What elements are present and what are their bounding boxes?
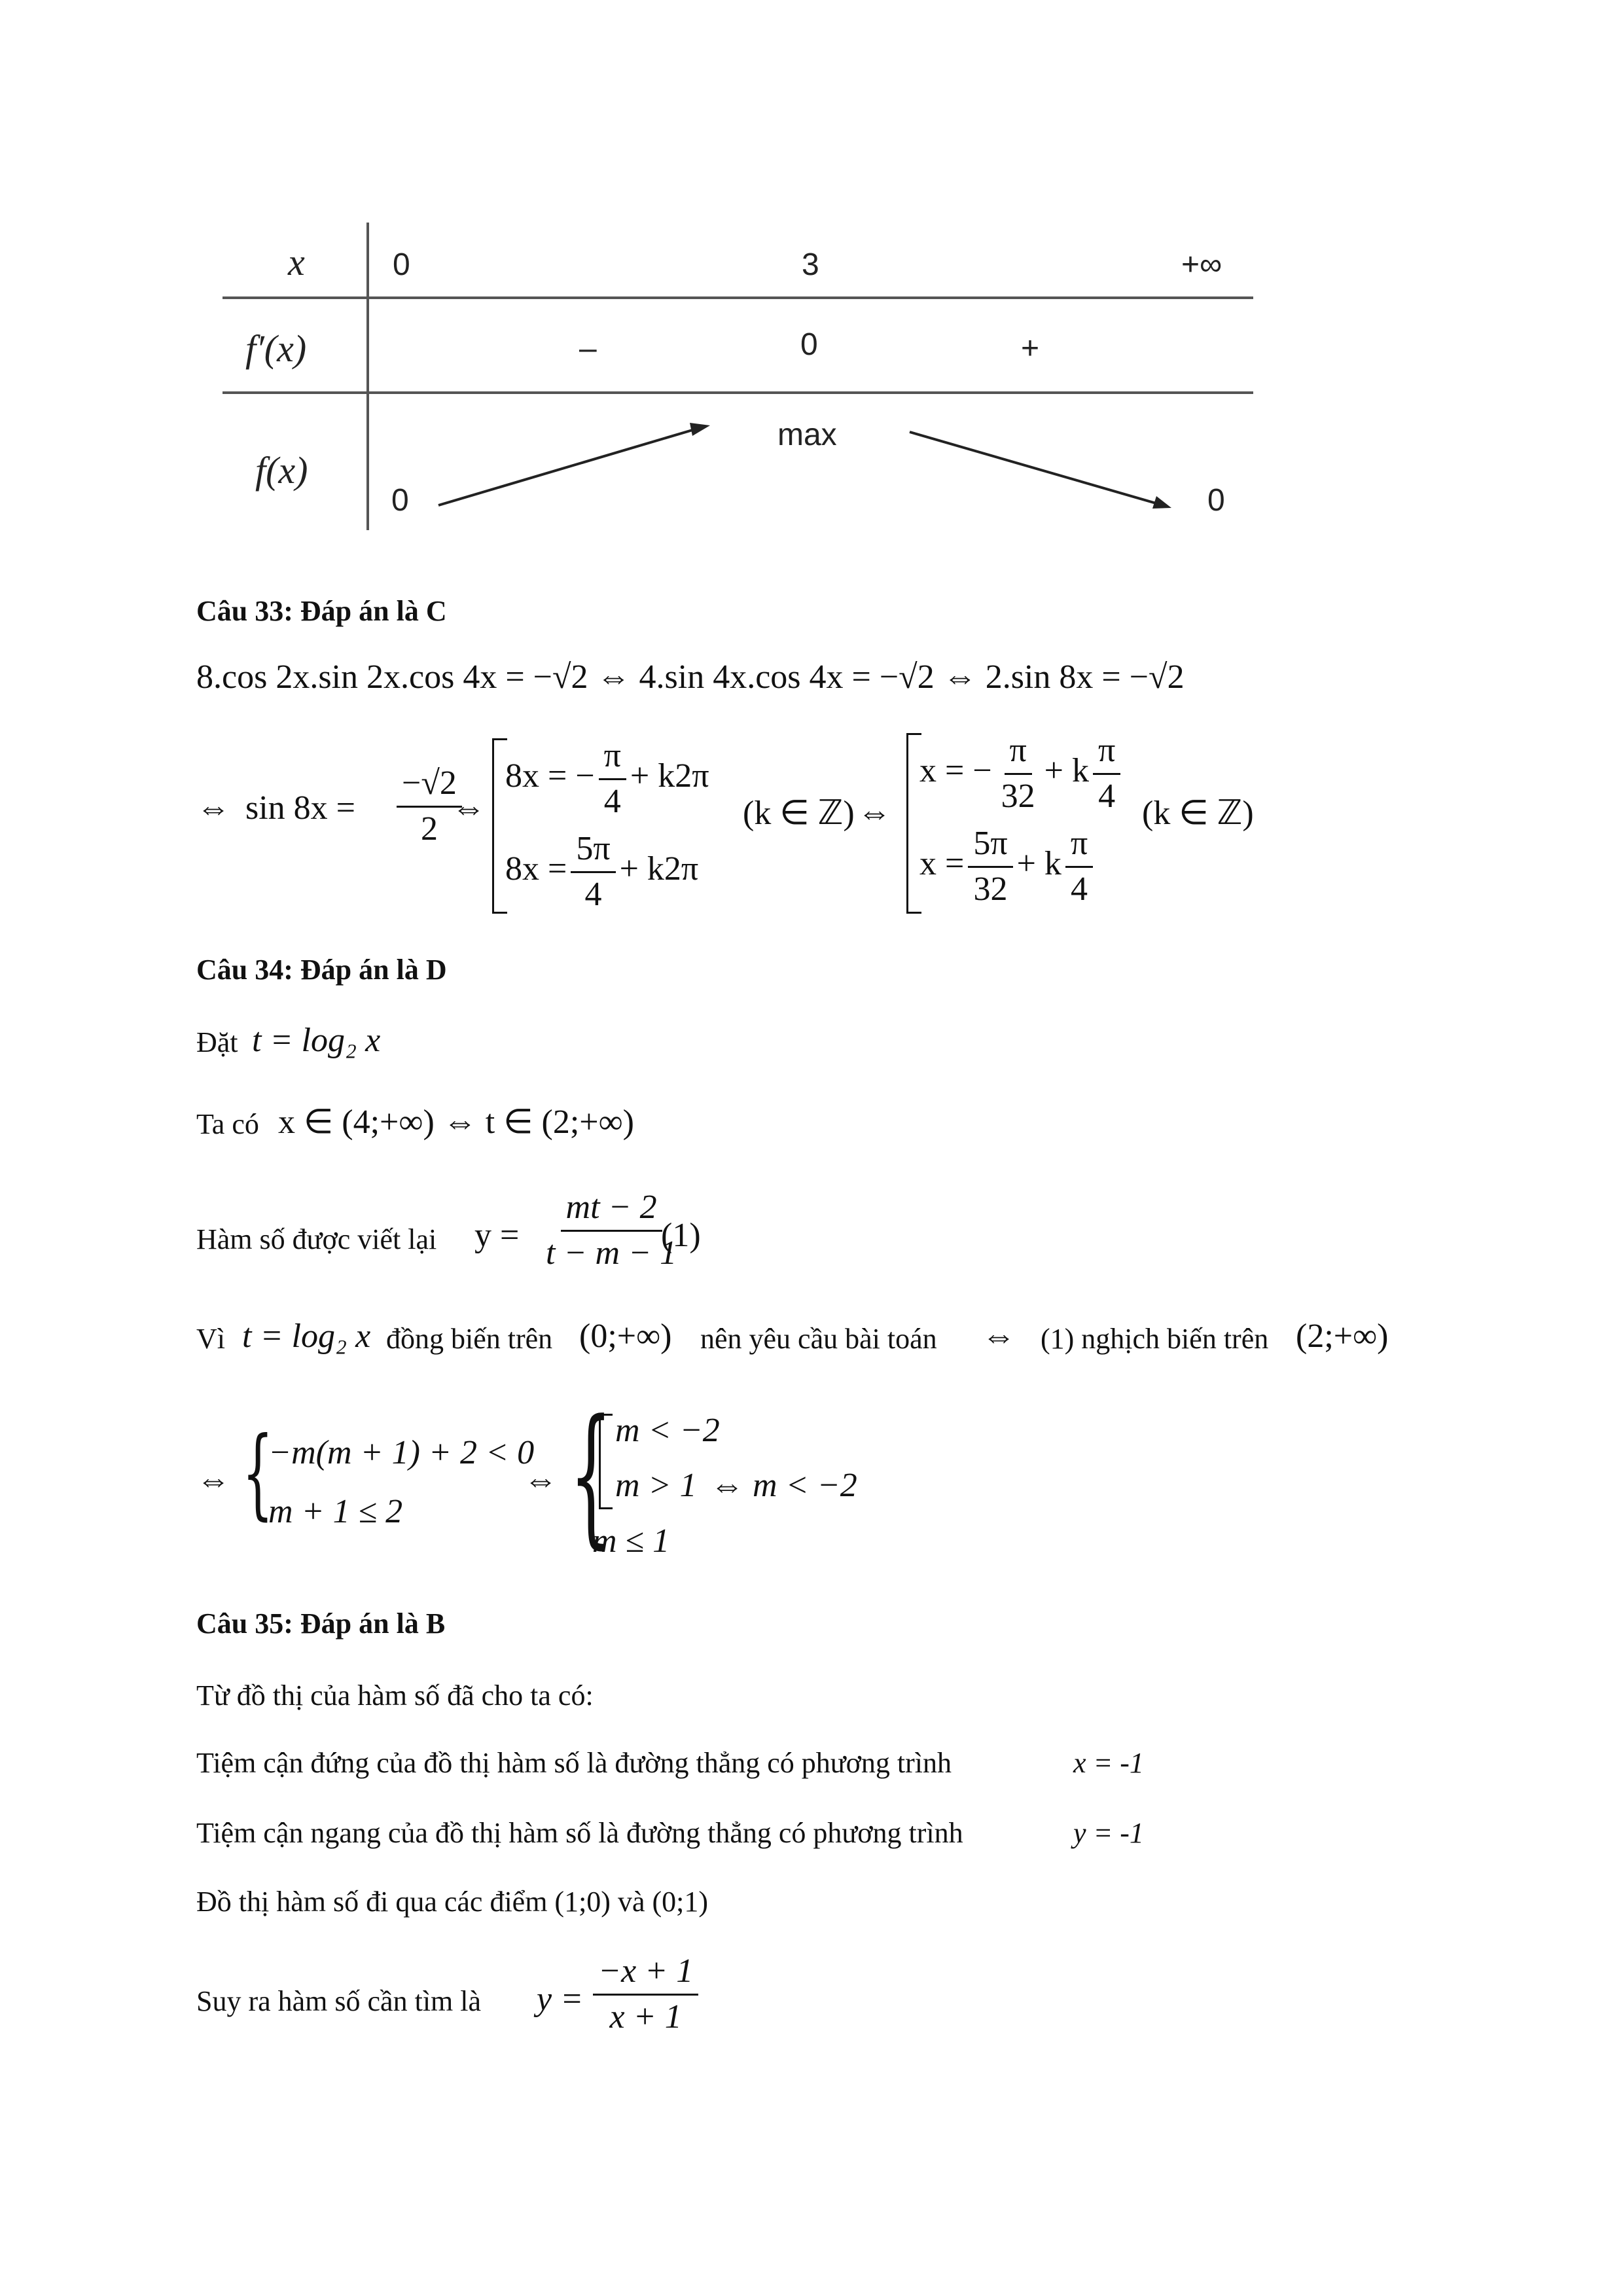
- q33-frac-num: −√2: [397, 766, 462, 808]
- f-right-value: 0: [1207, 483, 1225, 518]
- q33-d2a: x =: [919, 845, 965, 883]
- q34-dat-expr: t = log₂ x: [252, 1022, 381, 1059]
- q34-taco-expr: x ∈ (4;+∞) ⇔ t ∈ (2;+∞): [278, 1103, 634, 1141]
- q34-taco-label: Ta có: [196, 1108, 259, 1140]
- x-value-0: 0: [393, 247, 410, 282]
- q35-line-5: Suy ra hàm số cần tìm là: [196, 1985, 482, 2017]
- q33-d2-num: 5π: [968, 826, 1012, 868]
- f-max-value: max: [777, 418, 837, 452]
- q34-dongbien: đồng biến trên: [386, 1323, 553, 1355]
- q33-c1a: 8x = −: [505, 757, 595, 795]
- q33-c1-num: π: [599, 738, 626, 780]
- q34-interval-2: (2;+∞): [1296, 1318, 1389, 1355]
- q34-interval-1: (0;+∞): [579, 1318, 672, 1355]
- q35-line-3: Tiệm cận ngang của đồ thị hàm số là đường thẳng có phương trình: [196, 1817, 963, 1849]
- q33-c1b: + k2π: [630, 757, 709, 795]
- x-value-infinity: +∞: [1181, 247, 1222, 282]
- q35-heading: Câu 35: Đáp án là B: [196, 1607, 446, 1640]
- q34-s2a: m < −2: [615, 1412, 720, 1449]
- q35-fraction: [589, 1954, 702, 2035]
- x-row-label: x: [288, 241, 305, 283]
- f-left-value: 0: [391, 483, 409, 518]
- q33-kz-2: (k ∈ ℤ): [1142, 795, 1254, 832]
- q33-d1b: + k: [1044, 752, 1089, 790]
- q34-hs-den: t − m − 1: [546, 1234, 677, 1272]
- q34-vi-label: Vì: [196, 1323, 225, 1355]
- q34-s2b: m > 1: [615, 1467, 697, 1504]
- fprime-row-label: f′(x): [245, 327, 307, 370]
- f-row-label: f(x): [255, 449, 308, 492]
- q34-result: ⇔ m < −2: [710, 1467, 857, 1504]
- q33-frac-den: 2: [420, 810, 438, 848]
- q34-hs-num: mt − 2: [561, 1190, 662, 1232]
- q33-equiv-1: ⇔: [196, 789, 230, 827]
- q34-hamso-label: Hàm số được viết lại: [196, 1223, 437, 1255]
- q34-equiv-2: ⇔: [196, 1462, 230, 1499]
- q33-case-1: [505, 738, 709, 819]
- fprime-plus: +: [1021, 331, 1040, 366]
- q33-equation-line-1: 8.cos 2x.sin 2x.cos 4x = −√2 ⇔ 4.sin 4x.cos 4x = −√2 ⇔ 2.sin 8x = −√2: [196, 658, 1185, 696]
- q35-line-3-expr: y = -1: [1073, 1817, 1144, 1849]
- q34-sys-1: −m(m + 1) + 2 < 0: [268, 1434, 535, 1471]
- q33-c1-den: 4: [603, 782, 621, 820]
- q34-brace-1: {: [242, 1416, 274, 1530]
- q33-d2-den2: 4: [1071, 870, 1088, 908]
- q34-bracket: [599, 1414, 613, 1509]
- q33-d2-num2: π: [1065, 826, 1093, 868]
- q33-case-2: [505, 831, 698, 912]
- q35-den: x + 1: [609, 1998, 682, 2036]
- q34-sys-2: m + 1 ≤ 2: [268, 1493, 403, 1530]
- q33-equiv-3: ⇔: [857, 794, 891, 831]
- q33-d1-den: 32: [1001, 777, 1035, 815]
- q33-sin8x: sin 8x =: [245, 789, 356, 827]
- q35-line-2-expr: x = -1: [1073, 1747, 1144, 1779]
- q34-y-eq: y =: [474, 1217, 520, 1254]
- q33-equiv-2: ⇔: [452, 789, 486, 827]
- decreasing-arrow: [910, 432, 1158, 504]
- q33-case-4: [919, 826, 1097, 907]
- q35-line-4: Đồ thị hàm số đi qua các điểm (1;0) và (0;1): [196, 1886, 709, 1918]
- q34-equiv-3: ⇔: [524, 1462, 558, 1499]
- q34-vi-expr: t = log₂ x: [242, 1318, 371, 1355]
- q33-d1-num: π: [1005, 733, 1032, 775]
- q35-line-2: Tiệm cận đứng của đồ thị hàm số là đường thẳng có phương trình: [196, 1747, 952, 1779]
- x-value-3: 3: [802, 247, 819, 282]
- increasing-arrow: [438, 429, 697, 505]
- fprime-minus: –: [579, 331, 597, 366]
- q33-c2a: 8x =: [505, 850, 567, 888]
- q33-c2b: + k2π: [619, 850, 699, 888]
- q33-d2b: + k: [1016, 845, 1061, 883]
- q35-num: −x + 1: [593, 1954, 698, 1996]
- q33-d1a: x = −: [919, 752, 992, 790]
- q33-case-3: [919, 733, 1124, 814]
- q33-d1-den2: 4: [1098, 777, 1116, 815]
- q34-nghich: (1) nghịch biến trên: [1041, 1323, 1269, 1355]
- decreasing-arrowhead: [1152, 496, 1171, 509]
- q34-heading: Câu 34: Đáp án là D: [196, 954, 447, 986]
- q33-heading: Câu 33: Đáp án là C: [196, 595, 447, 627]
- q35-line-1: Từ đồ thị của hàm số đã cho ta có:: [196, 1679, 594, 1712]
- q33-d1-num2: π: [1093, 733, 1120, 775]
- fprime-zero: 0: [800, 327, 818, 362]
- q33-d2-den: 32: [973, 870, 1008, 908]
- q33-kz-1: (k ∈ ℤ): [743, 795, 855, 832]
- q33-c2-num: 5π: [571, 831, 615, 873]
- q34-s2c: m ≤ 1: [592, 1522, 670, 1560]
- q35-y-eq: y =: [537, 1981, 584, 2018]
- q34-brace-2: {: [569, 1388, 613, 1563]
- q33-c2-den: 4: [584, 875, 602, 913]
- q34-dat-label: Đặt: [196, 1026, 238, 1058]
- q34-hs-tag: (1): [661, 1217, 701, 1254]
- q34-nen: nên yêu cầu bài toán: [700, 1323, 937, 1355]
- variation-table: [216, 216, 1276, 556]
- increasing-arrowhead: [690, 423, 710, 436]
- q34-equiv-1: ⇔: [982, 1318, 1016, 1355]
